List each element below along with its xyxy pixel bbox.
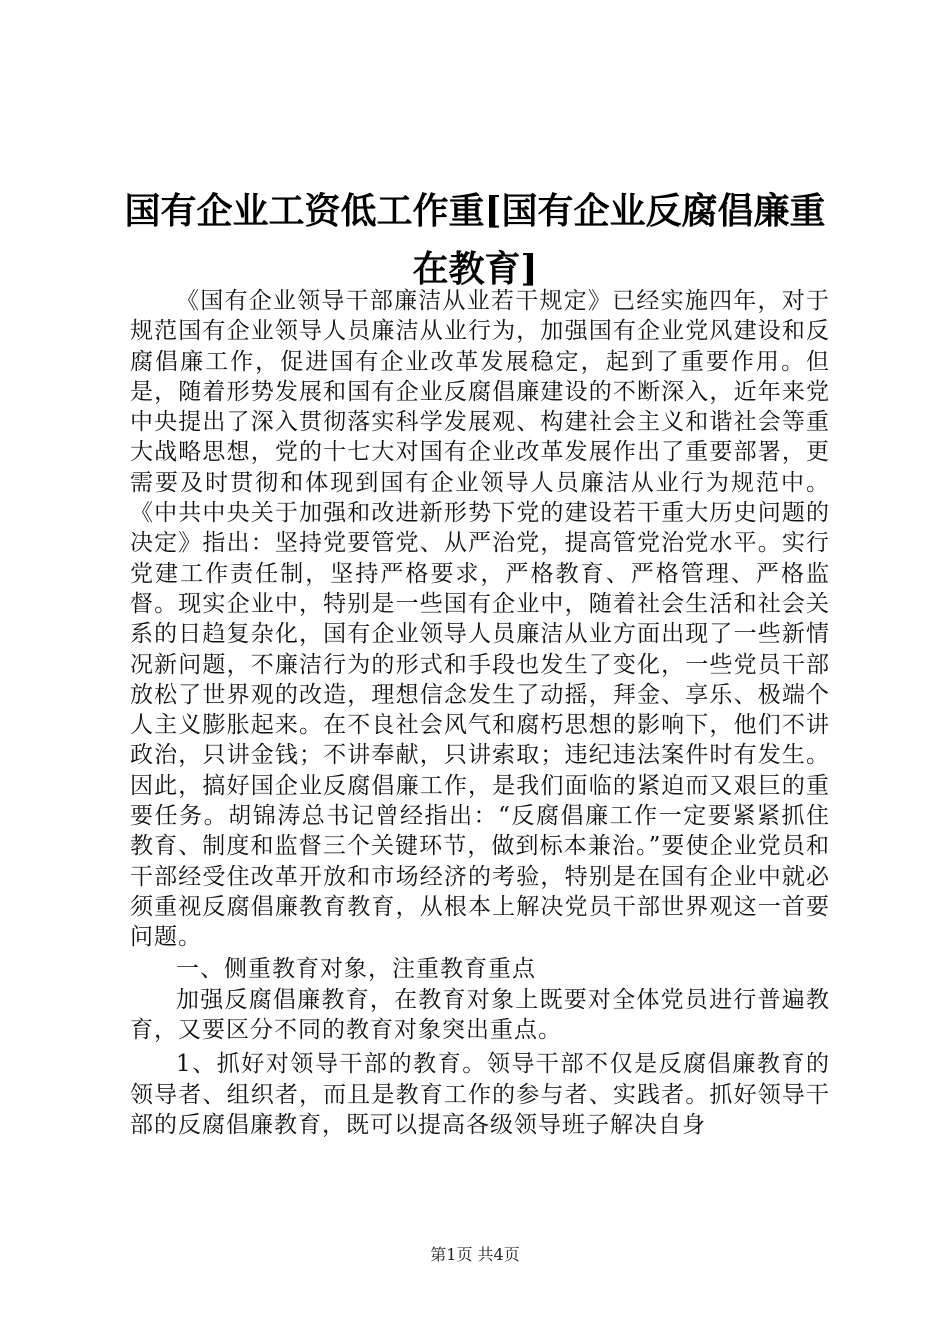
paragraph-intro: 《国有企业领导干部廉洁从业若干规定》已经实施四年，对于规范国有企业领导人员廉洁从业行为，加强国有企业党风建设和反腐倡廉工作，促进国有企业改革发展稳定，起到了重要作用。但是，随着形势发展和国有企业反腐倡廉建设的不断深入，近年来党中央提出了深入贯彻落实科学发展观、构建社会主义和谐社会等重大战略思想，党的十七大对国有企业改革发展作出了重要部署，更需要及时贯彻和体现到国有企业领导人员廉洁从业行为规范中。《中共中央关于加强和改进新形势下党的建设若干重大历史问题的决定》指出：坚持党要管党、从严治党，提高管党治党水平。实行党建工作责任制，坚持严格要求，严格教育、严格管理、严格监督。现实企业中，特别是一些国有企业中，随着社会生活和社会关系的日趋复杂化，国有企业领导人员廉洁从业方面出现了一些新情况新问题，不廉洁行为的形式和手段也发生了变化，一些党员干部放松了世界观的改造，理想信念发生了动摇，拜金、享乐、极端个人主义膨胀起来。在不良社会风气和腐朽思想的影响下，他们不讲政治，只讲金钱；不讲奉献，只讲索取；违纪违法案件时有发生。因此，搞好国企业反腐倡廉工作，是我们面临的紧迫而又艰巨的重要任务。胡锦涛总书记曾经指出：“反腐倡廉工作一定要紧紧抓住教育、制度和监督三个关键环节，做到标本兼治。”要使企业党员和干部经受住改革开放和市场经济的考验，特别是在国有企业中就必须重视反腐倡廉教育教育，从根本上解决党员干部世界观这一首要问题。 [130, 288, 830, 951]
paragraph-leaders: 1、抓好对领导干部的教育。领导干部不仅是反腐倡廉教育的领导者、组织者，而且是教育工作的参与者、实践者。抓好领导干部的反腐倡廉教育，既可以提高各级领导班子解决自身 [130, 1051, 830, 1139]
paragraph-section-intro: 加强反腐倡廉教育，在教育对象上既要对全体党员进行普遍教育，又要区分不同的教育对象突出重点。 [130, 986, 830, 1044]
document-body [130, 286, 830, 1140]
document-title: 国有企业工资低工作重[国有企业反腐倡廉重在教育] [124, 190, 826, 290]
page-footer: 第1页 共4页 [430, 1245, 520, 1264]
section-heading: 一、侧重教育对象，注重教育重点 [176, 955, 536, 982]
